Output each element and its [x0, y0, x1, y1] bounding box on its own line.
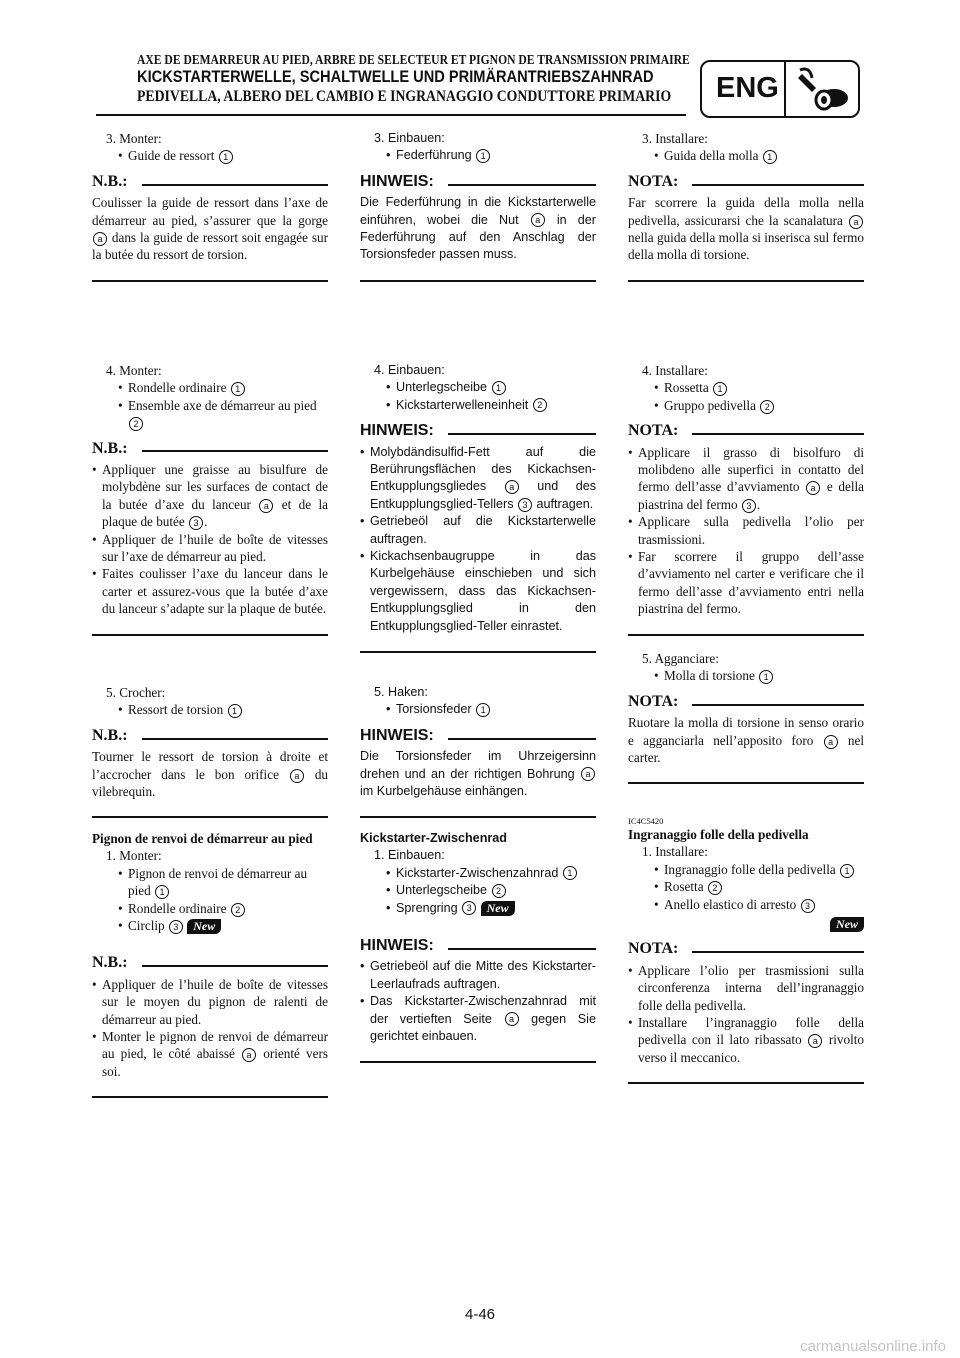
note-bullet: • Applicare l’olio per trasmissioni sulla circonferenza interna dell’ingranaggio folle della pedivella. [628, 962, 864, 1014]
note-bullet: • Installare l’ingranaggio folle della pedivella con il lato ribassato a rivolto verso il meccanico. [628, 1014, 864, 1066]
step-3: 3. Einbauen: [374, 131, 445, 145]
note-bullet: • Getriebeöl auf die Mitte des Kickstarter-Leerlaufrads auftragen. [360, 958, 596, 993]
note-bullet: • Getriebeöl auf die Kickstarterwelle auftragen. [360, 513, 596, 548]
bullet-item: • Rondelle ordinaire 1 [92, 379, 328, 396]
section-heading: Ingranaggio folle della pedivella [628, 827, 809, 842]
note-bullet: • Faites coulisser l’axe du lanceur dans le carter et assurez-vous que la butée d’axe du lanceur s’adapte sur la plaque de butée. [92, 565, 328, 617]
bullet-item: • Circlip 3 New [92, 917, 328, 934]
step-4: 4. Monter: [106, 363, 162, 378]
note-text: Tourner le ressort de torsion à droite et l’accrocher dans le bon orifice a du vilebrequin. [92, 749, 328, 800]
header-title-de: KICKSTARTERWELLE, SCHALTWELLE UND PRIMÄRANTRIEBSZAHNRAD [137, 67, 654, 86]
badge-label: ENG [716, 72, 779, 104]
bullet-item: • Torsionsfeder 1 [360, 701, 596, 718]
step-5: 5. Agganciare: [642, 651, 719, 666]
header-title-fr: AXE DE DEMARREUR AU PIED, ARBRE DE SELECTEUR ET PIGNON DE TRANSMISSION PRIMAIRE [137, 52, 690, 67]
note-bullet: • Applicare il grasso di bisolfuro di molibdeno alle superfici in contatto del fermo dell’asse d’avviamento a e della piastrina del fermo 3 . [628, 444, 864, 514]
page-number: 4-46 [464, 1306, 496, 1323]
note-bullet: • Kickachsenbaugruppe in das Kurbelgehäuse einschieben und sich vergewissern, dass das Kickachsen-Entkupplungsglied in den Entkupplungsglied-Teller einrastet. [360, 548, 596, 635]
note-bullet: • Appliquer de l’huile de boîte de vitesses sur l’axe de démarreur au pied. [92, 531, 328, 566]
note-text: Coulisser la guide de ressort dans l’axe de démarreur au pied, s’assurer que la gorge a dans la guide de ressort soit engagée sur la butée du ressort de torsion. [92, 195, 329, 263]
note-title: HINWEIS: [360, 422, 434, 440]
note-bullet: • Appliquer de l’huile de boîte de vitesses sur le moyen du pignon de ralenti de démarreur au pied. [92, 976, 328, 1028]
note-text: Die Torsionsfeder im Uhrzeigersinn drehen und an der richtigen Bohrung a im Kurbelgehäuse einhängen. [360, 749, 596, 799]
wrench-bolt-icon [794, 66, 854, 114]
bullet-item: • Federführung 1 [360, 147, 596, 164]
section-heading: Kickstarter-Zwischenrad [360, 831, 507, 845]
note-title: NOTA: [628, 172, 679, 190]
note-title: NOTA: [628, 422, 679, 440]
bullet-item: • Unterlegscheibe 2 [360, 882, 596, 899]
note-bullet: • Applicare sulla pedivella l’olio per trasmissioni. [628, 513, 864, 548]
header-rule [96, 114, 686, 116]
note-title: HINWEIS: [360, 726, 434, 744]
note-title: NOTA: [628, 692, 679, 710]
note-title: N.B.: [92, 954, 128, 972]
bullet-item: • Kickstarter-Zwischenzahnrad 1 [360, 865, 596, 882]
note-title: N.B.: [92, 439, 128, 457]
bullet-item: • Pignon de renvoi de démarreur au pied 1 [92, 865, 328, 900]
note-bullet: • Molybdändisulfid-Fett auf die Berührungsflächen des Kickachsen-Entkupplungsgliedes a und des Entkupplungsglied-Tellers 3 auftragen. [360, 444, 596, 514]
header-title-it: PEDIVELLA, ALBERO DEL CAMBIO E INGRANAGGIO CONDUTTORE PRIMARIO [137, 88, 672, 105]
note-bullet: • Far scorrere il gruppo dell’asse d’avviamento nel carter e verificare che il fermo dell’asse d’avviamento entri nella piastrina del fermo. [628, 548, 864, 618]
note-title: N.B.: [92, 172, 128, 190]
note-title: NOTA: [628, 940, 679, 958]
note-title: N.B.: [92, 726, 128, 744]
note-text: Die Federführung in die Kickstarterwelle einführen, wobei die Nut a in der Federführung auf den Anschlag der Torsionsfeder passen muss. [360, 195, 596, 262]
step-1: 1. Monter: [106, 848, 162, 864]
section-code: IC4C5420 [628, 816, 664, 826]
note-text: Far scorrere la guida della molla nella pedivella, assicurarsi che la scanalatura a nella guida della molla si inserisca sul fermo della molla di torsione. [628, 195, 864, 263]
step-4: 4. Einbauen: [374, 363, 445, 377]
bullet-item: • Molla di torsione 1 [628, 667, 864, 684]
bullet-item: • Rosetta 2 [628, 878, 864, 895]
bullet-item: • Sprengring 3 New [360, 900, 596, 917]
step-5: 5. Crocher: [106, 685, 166, 700]
note-title: HINWEIS: [360, 172, 434, 190]
new-part-badge: New [830, 917, 864, 932]
section-heading: Pignon de renvoi de démarreur au pied [92, 831, 313, 846]
bullet-item: • Anello elastico di arresto 3 [628, 896, 864, 913]
step-3: 3. Installare: [642, 131, 708, 146]
note-bullet: • Monter le pignon de renvoi de démarreur au pied, le côté abaissé a orienté vers soi. [92, 1028, 328, 1080]
section-badge [700, 60, 860, 118]
bullet-item: • Kickstarterwelleneinheit 2 [360, 397, 596, 414]
step-5: 5. Haken: [374, 685, 428, 699]
bullet-item: • Unterlegscheibe 1 [360, 379, 596, 396]
bullet-item: • Guida della molla 1 [628, 147, 864, 164]
bullet-item: • Ensemble axe de démarreur au pied 2 [92, 397, 328, 432]
new-part-badge: New [187, 919, 221, 934]
new-part-badge: New [481, 901, 515, 916]
note-text: Ruotare la molla di torsione in senso orario e agganciarla nell’apposito foro a nel carter. [628, 715, 865, 766]
step-3: 3. Monter: [106, 131, 162, 146]
bullet-item: • Ingranaggio folle della pedivella 1 [628, 861, 864, 878]
page-header [96, 52, 690, 107]
note-bullet: • Appliquer une graisse au bisulfure de molybdène sur les surfaces de contact de la butée d’axe du lanceur a et de la plaque de butée 3 . [92, 461, 328, 531]
note-bullet: • Das Kickstarter-Zwischenzahnrad mit der vertieften Seite a gegen Sie gerichtet einbauen. [360, 993, 596, 1045]
bullet-item: • Gruppo pedivella 2 [628, 397, 864, 414]
bullet-item: • Rondelle ordinaire 2 [92, 900, 328, 917]
step-1: 1. Installare: [642, 844, 708, 860]
step-1: 1. Einbauen: [374, 848, 445, 863]
bullet-item: • Guide de ressort 1 [92, 147, 328, 164]
note-title: HINWEIS: [360, 937, 434, 955]
watermark: carmanualsonline.info [800, 1338, 946, 1355]
step-4: 4. Installare: [642, 363, 708, 378]
bullet-item: • Ressort de torsion 1 [92, 701, 328, 718]
bullet-item: • Rossetta 1 [628, 379, 864, 396]
